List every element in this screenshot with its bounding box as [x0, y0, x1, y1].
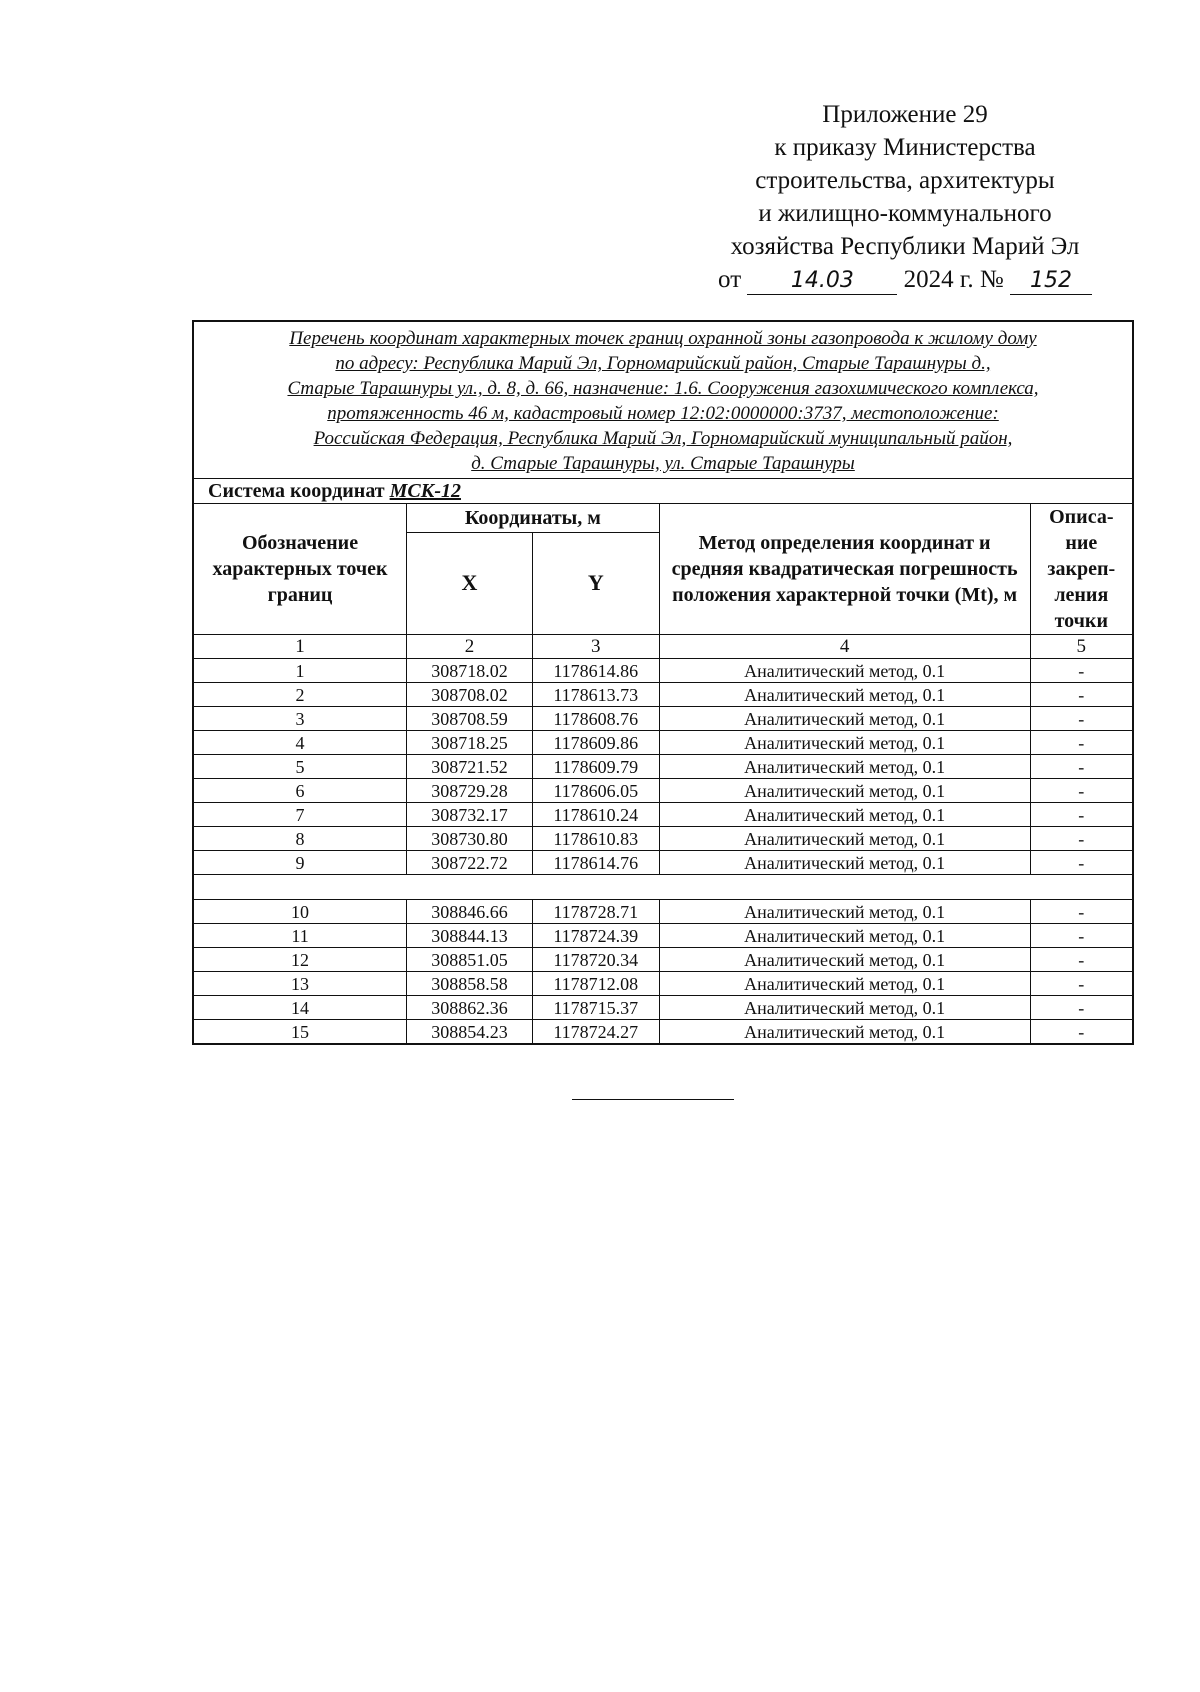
table-row — [193, 900, 1133, 924]
table-row — [193, 996, 1133, 1020]
description-cell: - — [1030, 996, 1133, 1020]
ministry-line-1: строительства, архитектуры — [755, 167, 1055, 194]
x-coordinate-cell: 308718.25 — [407, 731, 533, 755]
y-coordinate-cell: 1178613.73 — [532, 683, 659, 707]
title-line: по адресу: Республика Марий Эл, Горномарийский район, Старые Тарашнуры д., — [335, 353, 991, 374]
method-cell: Аналитический метод, 0.1 — [659, 1020, 1030, 1045]
table-row — [193, 827, 1133, 851]
year-label: 2024 г. № — [903, 266, 1004, 293]
title-line: Старые Тарашнуры ул., д. 8, д. 66, назначение: 1.6. Сооружения газохимического комплекса, — [287, 378, 1039, 399]
coordinates-table — [192, 320, 1134, 1045]
table-row — [193, 779, 1133, 803]
table-row — [193, 948, 1133, 972]
y-coordinate-cell: 1178724.39 — [532, 924, 659, 948]
x-coordinate-cell: 308708.59 — [407, 707, 533, 731]
order-line: к приказу Министерства — [774, 134, 1036, 161]
column-number-row — [193, 635, 1133, 659]
point-id-cell: 4 — [193, 731, 407, 755]
ministry-line-3: хозяйства Республики Марий Эл — [730, 233, 1080, 260]
table-row — [193, 851, 1133, 875]
x-coordinate-cell: 308729.28 — [407, 779, 533, 803]
header-coordinates: Координаты, м — [407, 504, 660, 533]
description-cell: - — [1030, 851, 1133, 875]
x-coordinate-cell: 308851.05 — [407, 948, 533, 972]
x-coordinate-cell: 308721.52 — [407, 755, 533, 779]
y-coordinate-cell: 1178608.76 — [532, 707, 659, 731]
order-date-handwritten: 14.03 — [747, 268, 897, 295]
description-cell: - — [1030, 827, 1133, 851]
order-number-handwritten: 152 — [1010, 268, 1092, 295]
header-x: X — [407, 532, 533, 634]
point-id-cell: 7 — [193, 803, 407, 827]
method-cell: Аналитический метод, 0.1 — [659, 948, 1030, 972]
y-coordinate-cell: 1178724.27 — [532, 1020, 659, 1045]
column-number: 3 — [532, 635, 659, 659]
group-separator-row — [193, 875, 1133, 900]
table-row — [193, 924, 1133, 948]
title-line: Перечень координат характерных точек границ охранной зоны газопровода к жилому дому — [289, 328, 1037, 349]
x-coordinate-cell: 308854.23 — [407, 1020, 533, 1045]
point-id-cell: 5 — [193, 755, 407, 779]
method-cell: Аналитический метод, 0.1 — [659, 779, 1030, 803]
description-cell: - — [1030, 948, 1133, 972]
point-id-cell: 11 — [193, 924, 407, 948]
y-coordinate-cell: 1178712.08 — [532, 972, 659, 996]
point-id-cell: 15 — [193, 1020, 407, 1045]
table-title — [193, 321, 1133, 479]
method-cell: Аналитический метод, 0.1 — [659, 659, 1030, 683]
coordinate-system-label: Система координат — [208, 479, 385, 502]
title-line: Российская Федерация, Республика Марий Эл, Горномарийский муниципальный район, — [313, 428, 1013, 449]
y-coordinate-cell: 1178609.86 — [532, 731, 659, 755]
table-row — [193, 683, 1133, 707]
x-coordinate-cell: 308862.36 — [407, 996, 533, 1020]
x-coordinate-cell: 308718.02 — [407, 659, 533, 683]
description-cell: - — [1030, 972, 1133, 996]
method-cell: Аналитический метод, 0.1 — [659, 755, 1030, 779]
description-cell: - — [1030, 731, 1133, 755]
y-coordinate-cell: 1178614.86 — [532, 659, 659, 683]
x-coordinate-cell: 308732.17 — [407, 803, 533, 827]
method-cell: Аналитический метод, 0.1 — [659, 827, 1030, 851]
description-cell: - — [1030, 924, 1133, 948]
method-cell: Аналитический метод, 0.1 — [659, 707, 1030, 731]
appendix-number: Приложение 29 — [822, 101, 988, 128]
table-row — [193, 972, 1133, 996]
appendix-header — [690, 98, 1120, 296]
header-description: Описа-ние закреп-ления точки — [1030, 504, 1133, 635]
group-separator-cell — [193, 875, 1133, 900]
description-cell: - — [1030, 1020, 1133, 1045]
end-divider — [572, 1099, 734, 1100]
point-id-cell: 14 — [193, 996, 407, 1020]
point-id-cell: 1 — [193, 659, 407, 683]
y-coordinate-cell: 1178715.37 — [532, 996, 659, 1020]
column-number: 4 — [659, 635, 1030, 659]
method-cell: Аналитический метод, 0.1 — [659, 996, 1030, 1020]
title-line: протяженность 46 м, кадастровый номер 12:02:0000000:3737, местоположение: — [327, 403, 999, 424]
header-method: Метод определения координат и средняя квадратическая погрешность положения характерной точки (Mt), м — [659, 504, 1030, 635]
column-number: 5 — [1030, 635, 1133, 659]
y-coordinate-cell: 1178614.76 — [532, 851, 659, 875]
from-label: от — [718, 266, 742, 293]
point-id-cell: 12 — [193, 948, 407, 972]
table-row — [193, 707, 1133, 731]
y-coordinate-cell: 1178610.24 — [532, 803, 659, 827]
title-line: д. Старые Тарашнуры, ул. Старые Тарашнуры — [471, 453, 855, 474]
point-id-cell: 8 — [193, 827, 407, 851]
x-coordinate-cell: 308708.02 — [407, 683, 533, 707]
method-cell: Аналитический метод, 0.1 — [659, 851, 1030, 875]
point-id-cell: 3 — [193, 707, 407, 731]
y-coordinate-cell: 1178606.05 — [532, 779, 659, 803]
method-cell: Аналитический метод, 0.1 — [659, 803, 1030, 827]
description-cell: - — [1030, 755, 1133, 779]
table-row — [193, 803, 1133, 827]
coordinate-system — [193, 479, 1133, 504]
column-number: 1 — [193, 635, 407, 659]
table-row — [193, 1020, 1133, 1045]
order-date-line — [690, 263, 1120, 296]
table-row — [193, 731, 1133, 755]
method-cell: Аналитический метод, 0.1 — [659, 731, 1030, 755]
description-cell: - — [1030, 707, 1133, 731]
x-coordinate-cell: 308722.72 — [407, 851, 533, 875]
description-cell: - — [1030, 900, 1133, 924]
method-cell: Аналитический метод, 0.1 — [659, 924, 1030, 948]
x-coordinate-cell: 308730.80 — [407, 827, 533, 851]
y-coordinate-cell: 1178609.79 — [532, 755, 659, 779]
ministry-line-2: и жилищно-коммунального — [758, 200, 1052, 227]
coordinate-system-name: МСК-12 — [389, 479, 461, 502]
description-cell: - — [1030, 659, 1133, 683]
point-id-cell: 6 — [193, 779, 407, 803]
y-coordinate-cell: 1178610.83 — [532, 827, 659, 851]
method-cell: Аналитический метод, 0.1 — [659, 900, 1030, 924]
point-id-cell: 9 — [193, 851, 407, 875]
point-id-cell: 2 — [193, 683, 407, 707]
point-id-cell: 10 — [193, 900, 407, 924]
header-y: Y — [532, 532, 659, 634]
x-coordinate-cell: 308858.58 — [407, 972, 533, 996]
y-coordinate-cell: 1178728.71 — [532, 900, 659, 924]
description-cell: - — [1030, 803, 1133, 827]
table-row — [193, 755, 1133, 779]
point-id-cell: 13 — [193, 972, 407, 996]
header-point: Обозначение характерных точек границ — [193, 504, 407, 635]
x-coordinate-cell: 308846.66 — [407, 900, 533, 924]
description-cell: - — [1030, 779, 1133, 803]
table-row — [193, 659, 1133, 683]
description-cell: - — [1030, 683, 1133, 707]
y-coordinate-cell: 1178720.34 — [532, 948, 659, 972]
method-cell: Аналитический метод, 0.1 — [659, 683, 1030, 707]
x-coordinate-cell: 308844.13 — [407, 924, 533, 948]
method-cell: Аналитический метод, 0.1 — [659, 972, 1030, 996]
column-number: 2 — [407, 635, 533, 659]
